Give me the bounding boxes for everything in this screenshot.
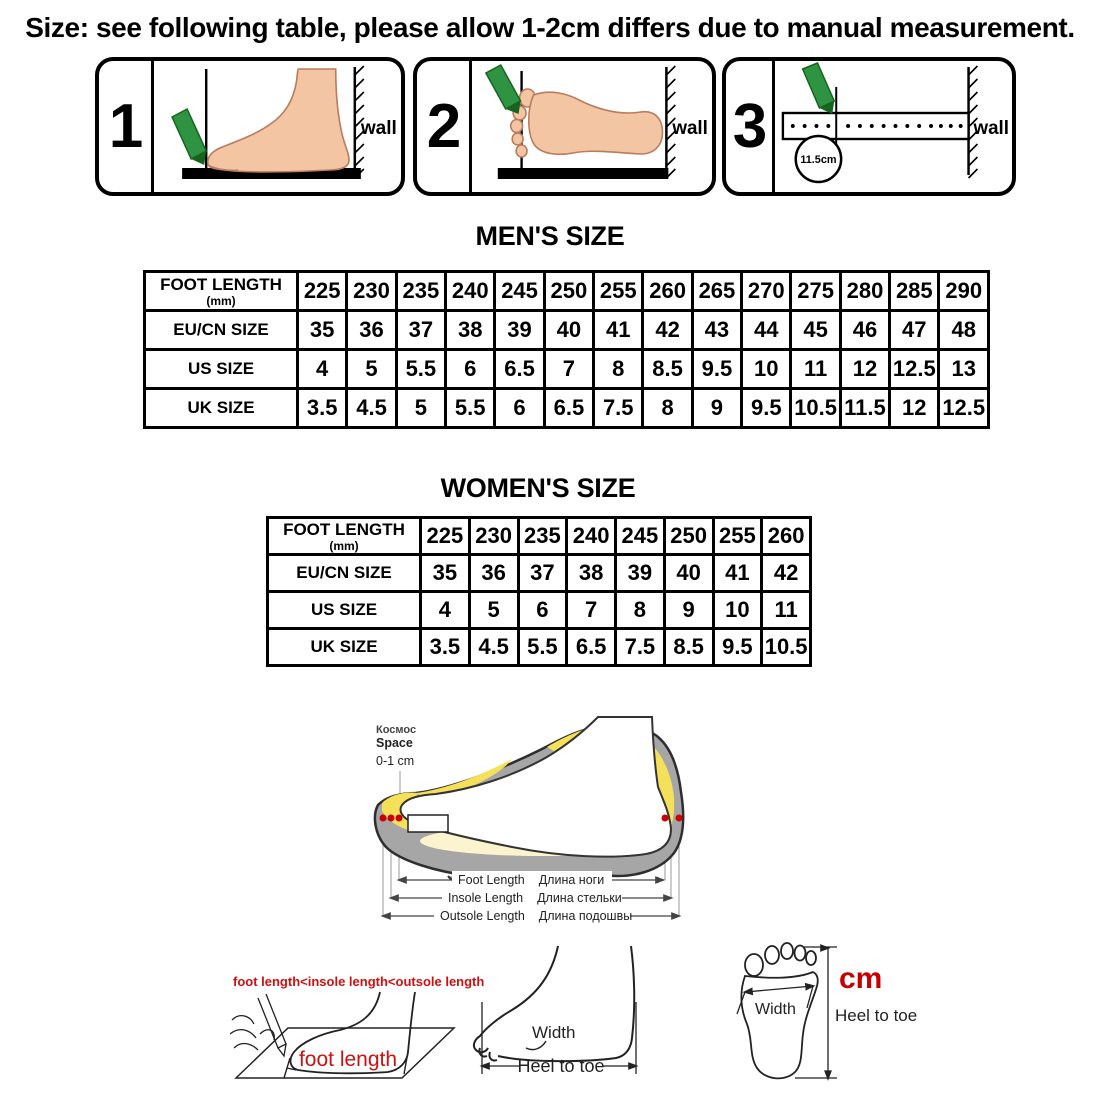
foot-length-label: foot length	[298, 1048, 398, 1071]
size-cell: 47	[890, 311, 939, 350]
size-cell: 8	[616, 592, 665, 629]
size-cell: 250	[664, 518, 713, 555]
size-cell: 5.5	[446, 389, 495, 428]
toe-space-box	[408, 815, 448, 832]
foot-side-measure-diagram	[468, 944, 678, 1089]
size-cell: 275	[791, 272, 840, 311]
size-cell: 3.5	[298, 389, 347, 428]
size-cell: 42	[762, 555, 811, 592]
foot-side-illustration	[208, 69, 349, 172]
size-cell: 265	[692, 272, 741, 311]
ruler-mark-value: 11.5cm	[800, 153, 837, 167]
table-row	[268, 629, 811, 666]
size-cell: 4	[298, 350, 347, 389]
measure-step-1	[95, 57, 405, 196]
size-cell: 9.5	[692, 350, 741, 389]
svg-text:Outsole LengthДлина подошвы: Outsole Length Длина подошвы	[440, 909, 633, 923]
foot-tracing-diagram	[230, 990, 460, 1090]
size-cell: 45	[791, 311, 840, 350]
size-cell: 39	[616, 555, 665, 592]
size-cell: 6	[518, 592, 567, 629]
floor-bar	[498, 168, 669, 179]
table-row	[145, 272, 989, 311]
size-cell: 40	[544, 311, 593, 350]
size-cell: 6.5	[567, 629, 616, 666]
size-cell: 4.5	[347, 389, 396, 428]
size-cell: 5	[469, 592, 518, 629]
size-cell: 255	[594, 272, 643, 311]
size-cell: 35	[298, 311, 347, 350]
step-3-illustration	[775, 61, 1012, 192]
size-cell: 6.5	[544, 389, 593, 428]
row-label: EU/CN SIZE	[145, 311, 298, 350]
foot-sole-measure-icon	[472, 61, 712, 192]
size-cell: 280	[840, 272, 889, 311]
step-3-number: 3	[726, 61, 775, 192]
size-cell: 7	[544, 350, 593, 389]
size-cell: 285	[890, 272, 939, 311]
size-cell: 12.5	[939, 389, 989, 428]
size-cell: 6.5	[495, 350, 544, 389]
size-cell: 8	[594, 350, 643, 389]
size-cell: 9.5	[713, 629, 762, 666]
size-cell: 4.5	[469, 629, 518, 666]
size-cell: 44	[742, 311, 791, 350]
size-cell: 240	[567, 518, 616, 555]
size-cell: 3.5	[421, 629, 470, 666]
size-cell: 5	[347, 350, 396, 389]
cm-label: cm	[839, 962, 883, 995]
wall-label: wall	[672, 117, 708, 140]
foot-tracing-icon	[230, 990, 460, 1090]
size-cell: 10.5	[791, 389, 840, 428]
size-cell: 270	[742, 272, 791, 311]
measure-step-3	[722, 57, 1016, 196]
size-cell: 11.5	[840, 389, 889, 428]
size-cell: 10	[742, 350, 791, 389]
size-cell: 6	[446, 350, 495, 389]
size-cell: 8.5	[643, 350, 692, 389]
size-cell: 36	[347, 311, 396, 350]
size-cell: 37	[518, 555, 567, 592]
size-cell: 260	[762, 518, 811, 555]
size-cell: 260	[643, 272, 692, 311]
size-cell: 42	[643, 311, 692, 350]
size-cell: 40	[664, 555, 713, 592]
size-cell: 9	[664, 592, 713, 629]
size-cell: 225	[298, 272, 347, 311]
size-cell: 290	[939, 272, 989, 311]
insole-length-arrow	[391, 889, 671, 906]
row-label: FOOT LENGTH (mm)	[145, 272, 298, 311]
size-cell: 6	[495, 389, 544, 428]
shoe-diagram-icon	[352, 697, 732, 937]
size-cell: 37	[396, 311, 445, 350]
foot-outline	[474, 946, 634, 1061]
size-cell: 10	[713, 592, 762, 629]
foot-side-icon	[468, 944, 678, 1089]
size-cell: 36	[469, 555, 518, 592]
green-pencil-icon	[803, 63, 835, 114]
size-cell: 43	[692, 311, 741, 350]
size-cell: 10.5	[762, 629, 811, 666]
size-cell: 5.5	[518, 629, 567, 666]
size-cell: 48	[939, 311, 989, 350]
step-1-illustration	[154, 61, 401, 192]
size-cell: 39	[495, 311, 544, 350]
step-2-number: 2	[417, 61, 472, 192]
size-cell: 11	[791, 350, 840, 389]
row-label: FOOT LENGTH (mm)	[268, 518, 421, 555]
row-label: US SIZE	[145, 350, 298, 389]
width-label: Width	[532, 1023, 576, 1042]
size-cell: 11	[762, 592, 811, 629]
size-cell: 235	[518, 518, 567, 555]
size-cell: 12	[840, 350, 889, 389]
table-row	[268, 518, 811, 555]
size-cell: 8.5	[664, 629, 713, 666]
size-cell: 7.5	[616, 629, 665, 666]
measure-step-2	[413, 57, 716, 196]
table-row	[145, 311, 989, 350]
size-cell: 46	[840, 311, 889, 350]
mens-size-heading: MEN'S SIZE	[475, 221, 625, 251]
svg-text:Insole LengthДлина стельки: Insole Length Длина стельки	[448, 891, 622, 905]
table-row	[268, 592, 811, 629]
size-cell: 41	[713, 555, 762, 592]
green-pencil-icon	[486, 65, 521, 114]
table-row	[145, 350, 989, 389]
size-cell: 12.5	[890, 350, 939, 389]
size-cell: 35	[421, 555, 470, 592]
heel-to-toe-label: Heel to toe	[835, 1006, 918, 1025]
wall-label: wall	[360, 118, 397, 139]
step-1-number: 1	[99, 61, 154, 192]
size-cell: 230	[347, 272, 396, 311]
step-2-illustration	[472, 61, 712, 192]
size-cell: 245	[495, 272, 544, 311]
row-label: EU/CN SIZE	[268, 555, 421, 592]
size-cell: 250	[544, 272, 593, 311]
size-cell: 41	[594, 311, 643, 350]
svg-text:Foot LengthДлина ноги: Foot Length Длина ноги	[458, 873, 605, 887]
length-rule-text: foot length<insole length<outsole length	[233, 974, 485, 989]
size-cell: 5	[396, 389, 445, 428]
size-cell: 245	[616, 518, 665, 555]
heel-to-toe-label: Heel to toe	[517, 1056, 605, 1076]
size-cell: 4	[421, 592, 470, 629]
space-label-en: Space	[376, 736, 413, 750]
size-cell: 255	[713, 518, 762, 555]
table-row	[145, 389, 989, 428]
mens-size-table	[143, 270, 990, 429]
footprint-illustration	[511, 89, 663, 157]
size-cell: 12	[890, 389, 939, 428]
page-title: Size: see following table, please allow 1-2cm differs due to manual measurement.	[25, 12, 1075, 43]
wall-label: wall	[973, 117, 1009, 140]
green-pencil-icon	[172, 109, 206, 165]
size-cell: 7	[567, 592, 616, 629]
table-row	[268, 555, 811, 592]
size-cell: 38	[446, 311, 495, 350]
row-label: UK SIZE	[145, 389, 298, 428]
space-label-ru: Космос	[376, 724, 417, 736]
size-cell: 9	[692, 389, 741, 428]
foot-side-measure-icon	[154, 61, 401, 192]
size-cell: 240	[446, 272, 495, 311]
width-label: Width	[755, 1001, 796, 1018]
size-cell: 225	[421, 518, 470, 555]
womens-size-table	[266, 516, 812, 667]
ruler-measure-icon	[775, 61, 1012, 192]
size-cell: 230	[469, 518, 518, 555]
size-cell: 7.5	[594, 389, 643, 428]
womens-size-heading: WOMEN'S SIZE	[440, 473, 636, 503]
hand-with-pencil	[230, 994, 286, 1056]
shoe-cross-section-diagram	[352, 697, 732, 937]
size-cell: 13	[939, 350, 989, 389]
size-cell: 38	[567, 555, 616, 592]
row-label: UK SIZE	[268, 629, 421, 666]
row-label: US SIZE	[268, 592, 421, 629]
size-cell: 235	[396, 272, 445, 311]
size-cell: 8	[643, 389, 692, 428]
footprint-icon	[733, 938, 968, 1088]
outsole-length-arrow	[383, 907, 679, 924]
space-value: 0-1 cm	[376, 754, 415, 768]
size-cell: 5.5	[396, 350, 445, 389]
size-cell: 9.5	[742, 389, 791, 428]
footprint-measure-diagram	[733, 938, 968, 1088]
